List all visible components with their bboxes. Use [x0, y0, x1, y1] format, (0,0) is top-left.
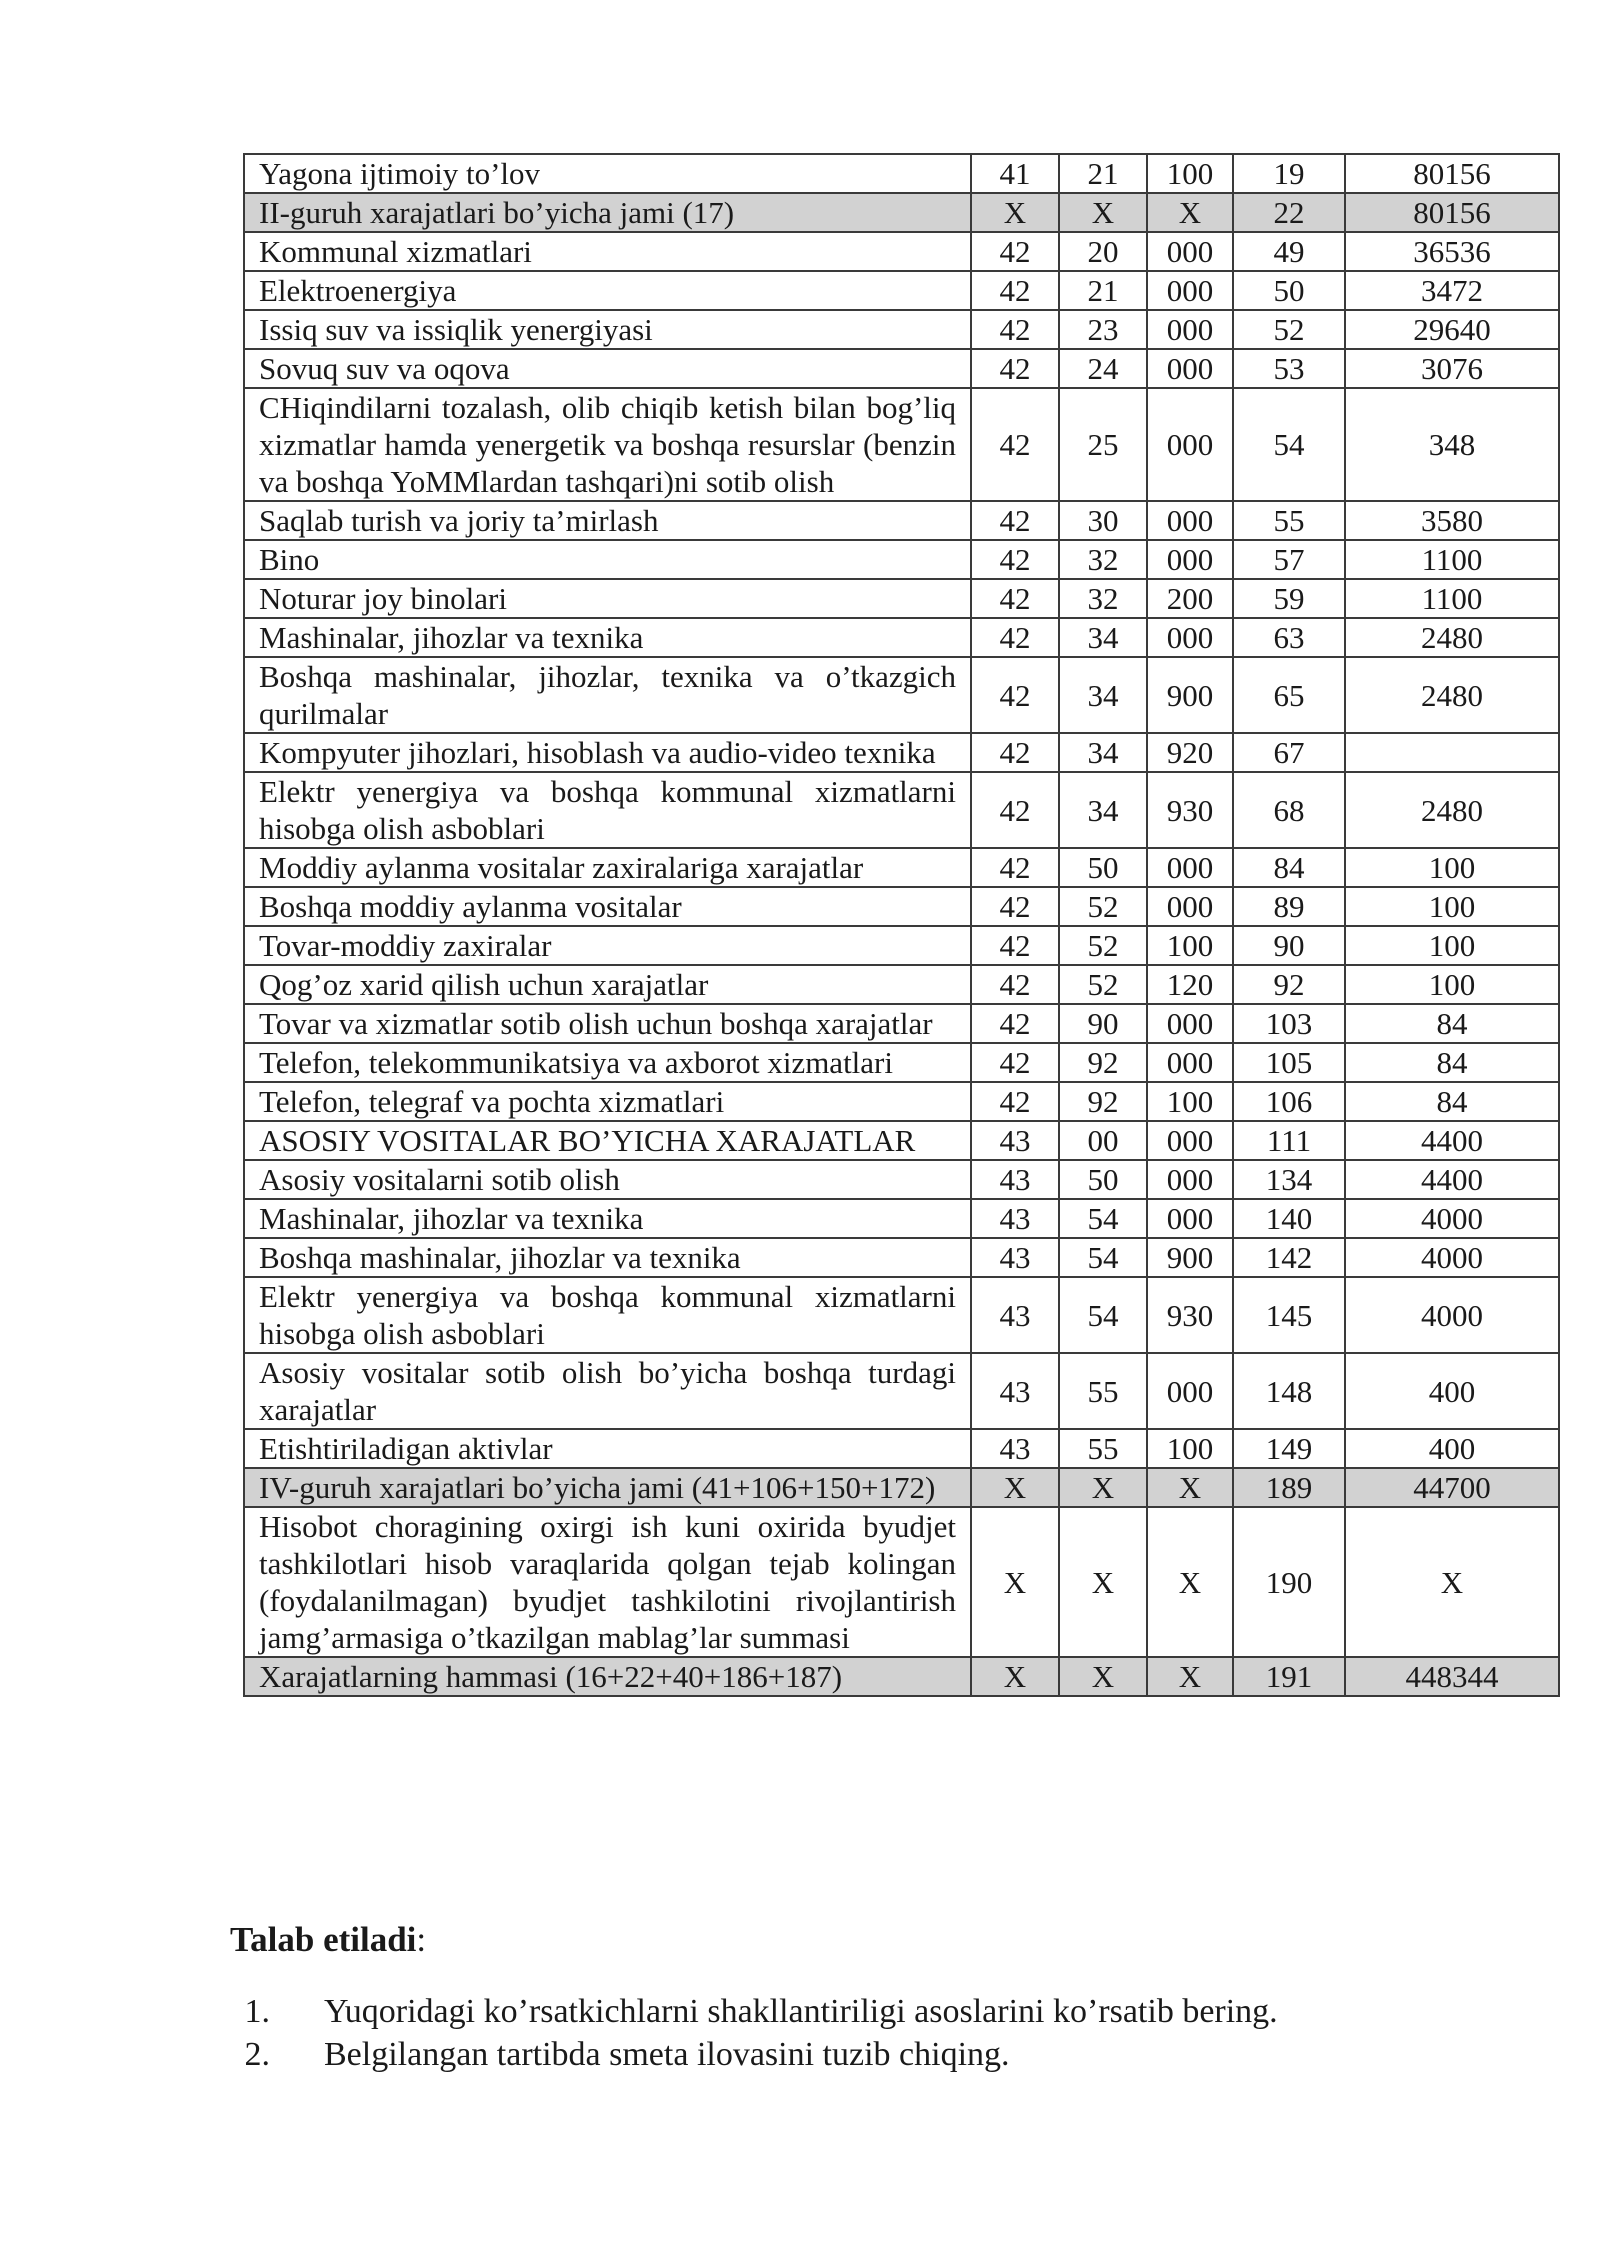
code-cell-3: 930 [1147, 1277, 1233, 1353]
code-cell-1: 42 [971, 388, 1059, 501]
code-cell-4: 22 [1233, 193, 1345, 232]
code-cell-5: 3076 [1345, 349, 1559, 388]
requirement-index: 2. [244, 2036, 270, 2073]
code-cell-4: 54 [1233, 388, 1345, 501]
table-row [244, 772, 1559, 848]
code-cell-5: 4000 [1345, 1277, 1559, 1353]
code-cell-2: 00 [1059, 1121, 1147, 1160]
code-cell-4: 57 [1233, 540, 1345, 579]
code-cell-4: 149 [1233, 1429, 1345, 1468]
code-cell-2: X [1059, 1657, 1147, 1696]
code-cell-3: 000 [1147, 540, 1233, 579]
code-cell-4: 111 [1233, 1121, 1345, 1160]
code-cell-2: 54 [1059, 1199, 1147, 1238]
table-row [244, 1238, 1559, 1277]
code-cell-5: 84 [1345, 1043, 1559, 1082]
table-row [244, 579, 1559, 618]
code-cell-3: 000 [1147, 388, 1233, 501]
code-cell-4: 65 [1233, 657, 1345, 733]
code-cell-4: 140 [1233, 1199, 1345, 1238]
code-cell-2: 34 [1059, 657, 1147, 733]
table-row [244, 1468, 1559, 1507]
table-row [244, 1429, 1559, 1468]
row-name-cell: ASOSIY VOSITALAR BO’YICHA XARAJATLAR [244, 1121, 971, 1160]
code-cell-4: 148 [1233, 1353, 1345, 1429]
table-row [244, 349, 1559, 388]
table-row [244, 848, 1559, 887]
code-cell-2: X [1059, 193, 1147, 232]
table-row [244, 271, 1559, 310]
code-cell-1: 42 [971, 733, 1059, 772]
code-cell-2: 21 [1059, 271, 1147, 310]
code-cell-2: 50 [1059, 1160, 1147, 1199]
code-cell-1: 41 [971, 154, 1059, 193]
code-cell-5: 100 [1345, 926, 1559, 965]
table-row [244, 1043, 1559, 1082]
code-cell-1: 42 [971, 540, 1059, 579]
code-cell-3: X [1147, 193, 1233, 232]
code-cell-4: 134 [1233, 1160, 1345, 1199]
table-row [244, 232, 1559, 271]
row-name-cell: Tovar va xizmatlar sotib olish uchun boshqa xarajatlar [244, 1004, 971, 1043]
code-cell-1: 43 [971, 1353, 1059, 1429]
code-cell-3: X [1147, 1468, 1233, 1507]
code-cell-5: 100 [1345, 848, 1559, 887]
code-cell-5: 1100 [1345, 579, 1559, 618]
row-name-cell: Qog’oz xarid qilish uchun xarajatlar [244, 965, 971, 1004]
row-name-cell: Issiq suv va issiqlik yenergiyasi [244, 310, 971, 349]
code-cell-4: 55 [1233, 501, 1345, 540]
code-cell-2: 20 [1059, 232, 1147, 271]
table-body [244, 154, 1559, 1696]
code-cell-4: 84 [1233, 848, 1345, 887]
table-row [244, 540, 1559, 579]
row-name-cell: Etishtiriladigan aktivlar [244, 1429, 971, 1468]
row-name-cell: Saqlab turish va joriy ta’mirlash [244, 501, 971, 540]
row-name-cell: Telefon, telegraf va pochta xizmatlari [244, 1082, 971, 1121]
code-cell-2: 90 [1059, 1004, 1147, 1043]
row-name-cell: IV-guruh xarajatlari bo’yicha jami (41+106+150+172) [244, 1468, 971, 1507]
row-name-cell: Moddiy aylanma vositalar zaxiralariga xarajatlar [244, 848, 971, 887]
row-name-cell: II-guruh xarajatlari bo’yicha jami (17) [244, 193, 971, 232]
code-cell-5: 2480 [1345, 772, 1559, 848]
code-cell-4: 19 [1233, 154, 1345, 193]
code-cell-1: 42 [971, 887, 1059, 926]
code-cell-2: 25 [1059, 388, 1147, 501]
code-cell-2: 32 [1059, 540, 1147, 579]
code-cell-3: 920 [1147, 733, 1233, 772]
code-cell-2: 54 [1059, 1238, 1147, 1277]
table-row [244, 388, 1559, 501]
code-cell-3: 000 [1147, 501, 1233, 540]
code-cell-5: 80156 [1345, 154, 1559, 193]
code-cell-3: 000 [1147, 1121, 1233, 1160]
code-cell-2: 30 [1059, 501, 1147, 540]
code-cell-4: 142 [1233, 1238, 1345, 1277]
code-cell-2: 21 [1059, 154, 1147, 193]
code-cell-3: 000 [1147, 349, 1233, 388]
code-cell-1: 42 [971, 1043, 1059, 1082]
code-cell-1: 43 [971, 1277, 1059, 1353]
requirement-text: Yuqoridagi ko’rsatkichlarni shakllantiriligi asoslarini ko’rsatib bering. [324, 1993, 1278, 2030]
code-cell-1: 43 [971, 1160, 1059, 1199]
code-cell-1: 42 [971, 232, 1059, 271]
table-row [244, 1353, 1559, 1429]
code-cell-1: 42 [971, 926, 1059, 965]
code-cell-3: 200 [1147, 579, 1233, 618]
code-cell-4: 92 [1233, 965, 1345, 1004]
code-cell-5: 1100 [1345, 540, 1559, 579]
code-cell-3: 900 [1147, 657, 1233, 733]
table-row [244, 733, 1559, 772]
code-cell-1: 42 [971, 657, 1059, 733]
table-row [244, 1160, 1559, 1199]
row-name-cell: CHiqindilarni tozalash, olib chiqib ketish bilan bog’liq xizmatlar hamda yenergetik va boshqa resurslar (benzin va boshqa YoMMlardan tashqari)ni sotib olish [244, 388, 971, 501]
code-cell-3: 100 [1147, 926, 1233, 965]
table-row [244, 1199, 1559, 1238]
table-row [244, 887, 1559, 926]
code-cell-5: 80156 [1345, 193, 1559, 232]
code-cell-3: 000 [1147, 310, 1233, 349]
table-row [244, 657, 1559, 733]
code-cell-2: 24 [1059, 349, 1147, 388]
row-name-cell: Telefon, telekommunikatsiya va axborot xizmatlari [244, 1043, 971, 1082]
row-name-cell: Kommunal xizmatlari [244, 232, 971, 271]
code-cell-1: 42 [971, 1082, 1059, 1121]
requirements-title-colon: : [416, 1920, 427, 1959]
code-cell-3: 100 [1147, 1429, 1233, 1468]
code-cell-5: 100 [1345, 965, 1559, 1004]
code-cell-2: X [1059, 1468, 1147, 1507]
code-cell-3: 000 [1147, 1004, 1233, 1043]
requirement-item [230, 2033, 1550, 2076]
code-cell-4: 59 [1233, 579, 1345, 618]
requirements-list [230, 1990, 1550, 2076]
requirement-text: Belgilangan tartibda smeta ilovasini tuzib chiqing. [324, 2036, 1010, 2073]
code-cell-1: X [971, 1657, 1059, 1696]
code-cell-3: 000 [1147, 232, 1233, 271]
code-cell-5: 44700 [1345, 1468, 1559, 1507]
code-cell-4: 63 [1233, 618, 1345, 657]
table-row [244, 1507, 1559, 1657]
table-row [244, 965, 1559, 1004]
code-cell-2: X [1059, 1507, 1147, 1657]
code-cell-3: 000 [1147, 1353, 1233, 1429]
row-name-cell: Elektr yenergiya va boshqa kommunal xizmatlarni hisobga olish asboblari [244, 772, 971, 848]
code-cell-3: 000 [1147, 271, 1233, 310]
code-cell-1: 42 [971, 772, 1059, 848]
code-cell-2: 92 [1059, 1043, 1147, 1082]
code-cell-3: 000 [1147, 848, 1233, 887]
table-row [244, 1657, 1559, 1696]
requirements-title-text: Talab etiladi [230, 1920, 417, 1959]
code-cell-2: 55 [1059, 1353, 1147, 1429]
row-name-cell: Asosiy vositalar sotib olish bo’yicha boshqa turdagi xarajatlar [244, 1353, 971, 1429]
code-cell-4: 191 [1233, 1657, 1345, 1696]
table-row [244, 193, 1559, 232]
code-cell-5: 448344 [1345, 1657, 1559, 1696]
row-name-cell: Elektroenergiya [244, 271, 971, 310]
row-name-cell: Mashinalar, jihozlar va texnika [244, 1199, 971, 1238]
code-cell-2: 34 [1059, 733, 1147, 772]
table-row [244, 1082, 1559, 1121]
code-cell-5: 100 [1345, 887, 1559, 926]
code-cell-1: 42 [971, 271, 1059, 310]
code-cell-3: 000 [1147, 887, 1233, 926]
code-cell-5 [1345, 733, 1559, 772]
code-cell-4: 89 [1233, 887, 1345, 926]
requirement-item [230, 1990, 1550, 2033]
code-cell-2: 92 [1059, 1082, 1147, 1121]
row-name-cell: Mashinalar, jihozlar va texnika [244, 618, 971, 657]
requirements-section [230, 1918, 1550, 2076]
code-cell-5: 84 [1345, 1004, 1559, 1043]
row-name-cell: Bino [244, 540, 971, 579]
code-cell-3: 000 [1147, 618, 1233, 657]
code-cell-3: 000 [1147, 1160, 1233, 1199]
code-cell-3: 930 [1147, 772, 1233, 848]
code-cell-5: 400 [1345, 1353, 1559, 1429]
code-cell-1: 42 [971, 618, 1059, 657]
code-cell-1: 43 [971, 1199, 1059, 1238]
code-cell-4: 189 [1233, 1468, 1345, 1507]
code-cell-2: 34 [1059, 772, 1147, 848]
row-name-cell: Boshqa mashinalar, jihozlar va texnika [244, 1238, 971, 1277]
code-cell-2: 32 [1059, 579, 1147, 618]
requirement-index: 1. [244, 1993, 270, 2030]
code-cell-5: 29640 [1345, 310, 1559, 349]
code-cell-4: 103 [1233, 1004, 1345, 1043]
code-cell-2: 52 [1059, 926, 1147, 965]
table-row [244, 926, 1559, 965]
code-cell-1: X [971, 1507, 1059, 1657]
table-row [244, 154, 1559, 193]
code-cell-5: 4000 [1345, 1199, 1559, 1238]
code-cell-5: 4400 [1345, 1160, 1559, 1199]
code-cell-5: 4400 [1345, 1121, 1559, 1160]
code-cell-4: 68 [1233, 772, 1345, 848]
code-cell-4: 50 [1233, 271, 1345, 310]
code-cell-5: 2480 [1345, 618, 1559, 657]
code-cell-4: 106 [1233, 1082, 1345, 1121]
row-name-cell: Hisobot choragining oxirgi ish kuni oxirida byudjet tashkilotlari hisob varaqlarida qolgan tejab kolingan (foydalanilmagan) byudjet tashkilotini rivojlantirish jamg’armasiga o’tkazilgan mablag’lar summasi [244, 1507, 971, 1657]
code-cell-4: 145 [1233, 1277, 1345, 1353]
row-name-cell: Tovar-moddiy zaxiralar [244, 926, 971, 965]
code-cell-1: X [971, 193, 1059, 232]
code-cell-4: 53 [1233, 349, 1345, 388]
code-cell-5: 400 [1345, 1429, 1559, 1468]
row-name-cell: Yagona ijtimoiy to’lov [244, 154, 971, 193]
code-cell-1: 42 [971, 1004, 1059, 1043]
code-cell-3: 000 [1147, 1043, 1233, 1082]
row-name-cell: Boshqa mashinalar, jihozlar, texnika va o’tkazgich qurilmalar [244, 657, 971, 733]
row-name-cell: Boshqa moddiy aylanma vositalar [244, 887, 971, 926]
code-cell-1: 42 [971, 965, 1059, 1004]
code-cell-3: X [1147, 1657, 1233, 1696]
table-row [244, 1277, 1559, 1353]
code-cell-3: 100 [1147, 1082, 1233, 1121]
code-cell-1: 42 [971, 310, 1059, 349]
code-cell-2: 54 [1059, 1277, 1147, 1353]
row-name-cell: Xarajatlarning hammasi (16+22+40+186+187) [244, 1657, 971, 1696]
row-name-cell: Elektr yenergiya va boshqa kommunal xizmatlarni hisobga olish asboblari [244, 1277, 971, 1353]
code-cell-3: X [1147, 1507, 1233, 1657]
expense-table [243, 153, 1560, 1697]
code-cell-4: 52 [1233, 310, 1345, 349]
code-cell-2: 34 [1059, 618, 1147, 657]
code-cell-1: 42 [971, 349, 1059, 388]
code-cell-5: 4000 [1345, 1238, 1559, 1277]
code-cell-1: 43 [971, 1429, 1059, 1468]
code-cell-5: 36536 [1345, 232, 1559, 271]
code-cell-4: 90 [1233, 926, 1345, 965]
code-cell-2: 50 [1059, 848, 1147, 887]
row-name-cell: Kompyuter jihozlari, hisoblash va audio-video texnika [244, 733, 971, 772]
requirements-title [230, 1918, 1550, 1962]
code-cell-4: 105 [1233, 1043, 1345, 1082]
code-cell-5: X [1345, 1507, 1559, 1657]
row-name-cell: Sovuq suv va oqova [244, 349, 971, 388]
code-cell-3: 900 [1147, 1238, 1233, 1277]
code-cell-5: 3472 [1345, 271, 1559, 310]
row-name-cell: Asosiy vositalarni sotib olish [244, 1160, 971, 1199]
code-cell-3: 100 [1147, 154, 1233, 193]
code-cell-1: X [971, 1468, 1059, 1507]
code-cell-3: 120 [1147, 965, 1233, 1004]
code-cell-5: 348 [1345, 388, 1559, 501]
table-row [244, 310, 1559, 349]
code-cell-4: 67 [1233, 733, 1345, 772]
code-cell-5: 84 [1345, 1082, 1559, 1121]
code-cell-5: 3580 [1345, 501, 1559, 540]
code-cell-5: 2480 [1345, 657, 1559, 733]
code-cell-3: 000 [1147, 1199, 1233, 1238]
code-cell-2: 23 [1059, 310, 1147, 349]
code-cell-2: 52 [1059, 965, 1147, 1004]
code-cell-1: 42 [971, 848, 1059, 887]
table-row [244, 1004, 1559, 1043]
code-cell-1: 43 [971, 1238, 1059, 1277]
table-row [244, 618, 1559, 657]
code-cell-1: 43 [971, 1121, 1059, 1160]
code-cell-2: 55 [1059, 1429, 1147, 1468]
table-row [244, 501, 1559, 540]
code-cell-4: 49 [1233, 232, 1345, 271]
code-cell-4: 190 [1233, 1507, 1345, 1657]
code-cell-1: 42 [971, 579, 1059, 618]
code-cell-1: 42 [971, 501, 1059, 540]
table-row [244, 1121, 1559, 1160]
row-name-cell: Noturar joy binolari [244, 579, 971, 618]
code-cell-2: 52 [1059, 887, 1147, 926]
